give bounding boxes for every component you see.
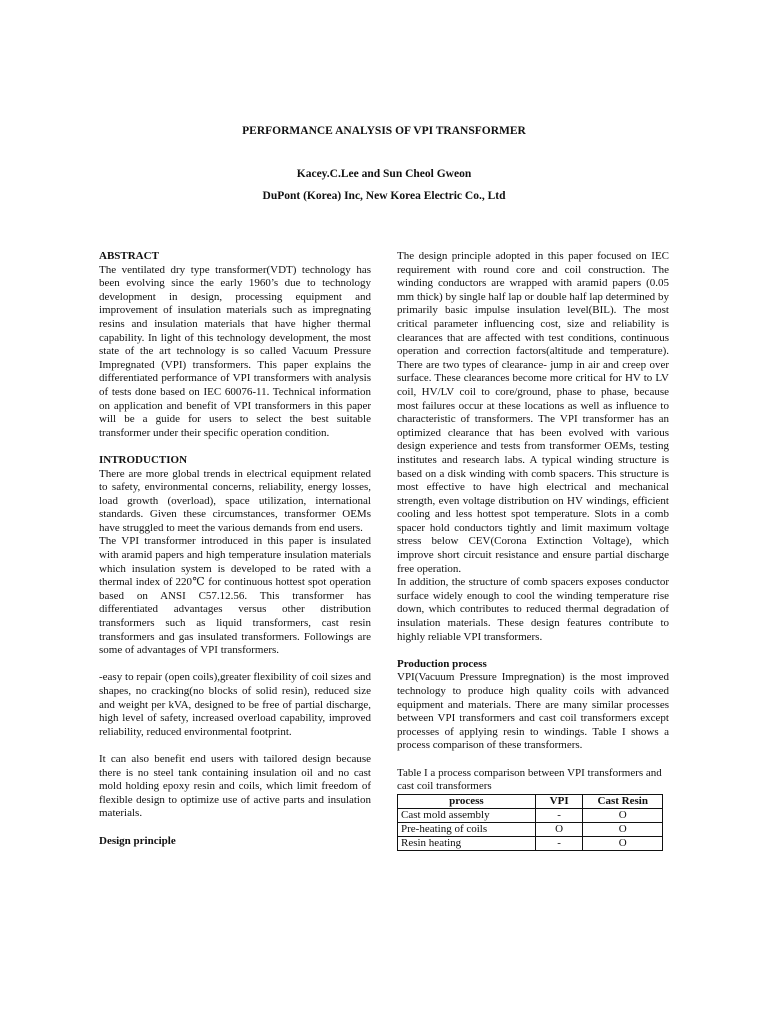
table-cell: O <box>583 822 663 836</box>
paper-authors: Kacey.C.Lee and Sun Cheol Gweon <box>296 168 472 180</box>
abstract-text: The ventilated dry type transformer(VDT) technology has been evolving since the early 1960’s due to technology development in design, processing equipment and improvement of insulation materials such as impregnating resins and insulation materials that have higher thermal capability. In light of this technology development, the most state of the art technology is so called Vacuum Pressure Impregnated (VPI) transformers. This paper explains the differentiated performance of VPI transformers with analysis of tests done based on IEC 60076-11. Technical information on application and benefit of VPI transformers in this paper will be a guide for users to select the best suitable transformer under their specific operation condition. <box>99 263 371 439</box>
table-cell: Cast mold assembly <box>398 808 536 822</box>
table-cell: O <box>535 822 583 836</box>
process-comparison-table <box>397 794 663 851</box>
intro-paragraph-4: It can also benefit end users with tailored design because there is no steel tank containing insulation oil and no cast mold holding epoxy resin and coils, which limit freedom of flexible design to optimize use of active parts and insulation materials. <box>99 752 371 820</box>
production-process-heading: Production process <box>397 657 487 670</box>
table-cell: Pre-heating of coils <box>398 822 536 836</box>
paper-affiliation: DuPont (Korea) Inc, New Korea Electric Co., Ltd <box>262 190 506 202</box>
right-column <box>397 250 669 851</box>
table-row <box>398 836 663 850</box>
intro-paragraph-3: -easy to repair (open coils),greater flexibility of coil sizes and shapes, no cracking(no blocks of solid resin), reduced size and weight per kVA, designed to be free of partial discharge, high level of safety, increased overload capability, improved reliability, reduced environmental footprint. <box>99 671 371 738</box>
intro-paragraph-2: The VPI transformer introduced in this paper is insulated with aramid papers and high temperature insulation materials which insulation system is developed to be rated with a thermal index of 220℃ for continuous hottest spot operation based on ANSI C57.12.56. This transformer has differentiated advantages versus other distribution transformers such as liquid transformers, cast resin transformers and gas insulated transformers. Followings are some of advantages of VPI transformers. <box>99 535 371 657</box>
design-principle-heading: Design principle <box>99 834 176 847</box>
paper-title: PERFORMANCE ANALYSIS OF VPI TRANSFORMER <box>242 125 526 137</box>
table-cell: Resin heating <box>398 836 536 850</box>
table-header-process: process <box>398 794 536 808</box>
design-paragraph-1: The design principle adopted in this paper focused on IEC requirement with round core and coil construction. The winding conductors are wrapped with aramid papers (0.05 mm thick) by single half lap or double half lap determined by primarily basic impulse insulation level(BIL). The most critical parameter influencing cost, size and reliability is clearances that are affected with test conditions, continuous operation and correction factors(altitude and temperature). There are two types of clearance- jump in air and creep over surface. These clearances become more critical for HV to LV coil, HV/LV coil to core/ground, phase to phase, because most failures occur at these locations as well as influence to characteristic of transformers. The VPI transformer has an optimized clearance that has been evolved with various design experience and tests from transformer OEMs, testing institutes and research labs. A typical winding structure is based on a disk winding with comb spacers. This structure is most effective to have high electrical and mechanical strength, even voltage distribution on HV windings, efficient cooling and less hottest spot temperature. Slots in a comb spacer hold conductors tightly and limit maximum voltage stress below CEV(Corona Extinction Voltage), which improve short circuit resistance and ensure partial discharge free operation. <box>397 250 669 575</box>
table-caption: Table I a process comparison between VPI transformers and cast coil transformers <box>397 766 662 793</box>
table-header-row <box>398 794 663 808</box>
table-header-cast-resin: Cast Resin <box>583 794 663 808</box>
left-column <box>99 250 371 848</box>
introduction-heading: INTRODUCTION <box>99 453 188 466</box>
design-paragraph-2: In addition, the structure of comb spacers exposes conductor surface widely enough to cool the winding temperature rise down, which contributes to reduced thermal degradation of insulation materials. These design features contribute to highly reliable VPI transformers. <box>397 576 669 643</box>
table-row <box>398 822 663 836</box>
table-row <box>398 808 663 822</box>
table-cell: O <box>583 808 663 822</box>
table-cell: - <box>535 836 583 850</box>
table-header-vpi: VPI <box>535 794 583 808</box>
production-paragraph-1: VPI(Vacuum Pressure Impregnation) is the most improved technology to produce high quality coils with advanced equipment and materials. There are many similar processes between VPI transformers and cast coil transformers except processes of applying resin to windings. Table I shows a process comparison of these transformers. <box>397 671 669 752</box>
abstract-heading: ABSTRACT <box>99 250 159 262</box>
intro-paragraph-1: There are more global trends in electrical equipment related to safety, environmental concerns, reliability, energy losses, load growth (overload), space utilization, international standards. Given these circumstances, transformer OEMs have struggled to meet the various demands from end users. <box>99 467 371 534</box>
table-cell: - <box>535 808 583 822</box>
table-cell: O <box>583 836 663 850</box>
